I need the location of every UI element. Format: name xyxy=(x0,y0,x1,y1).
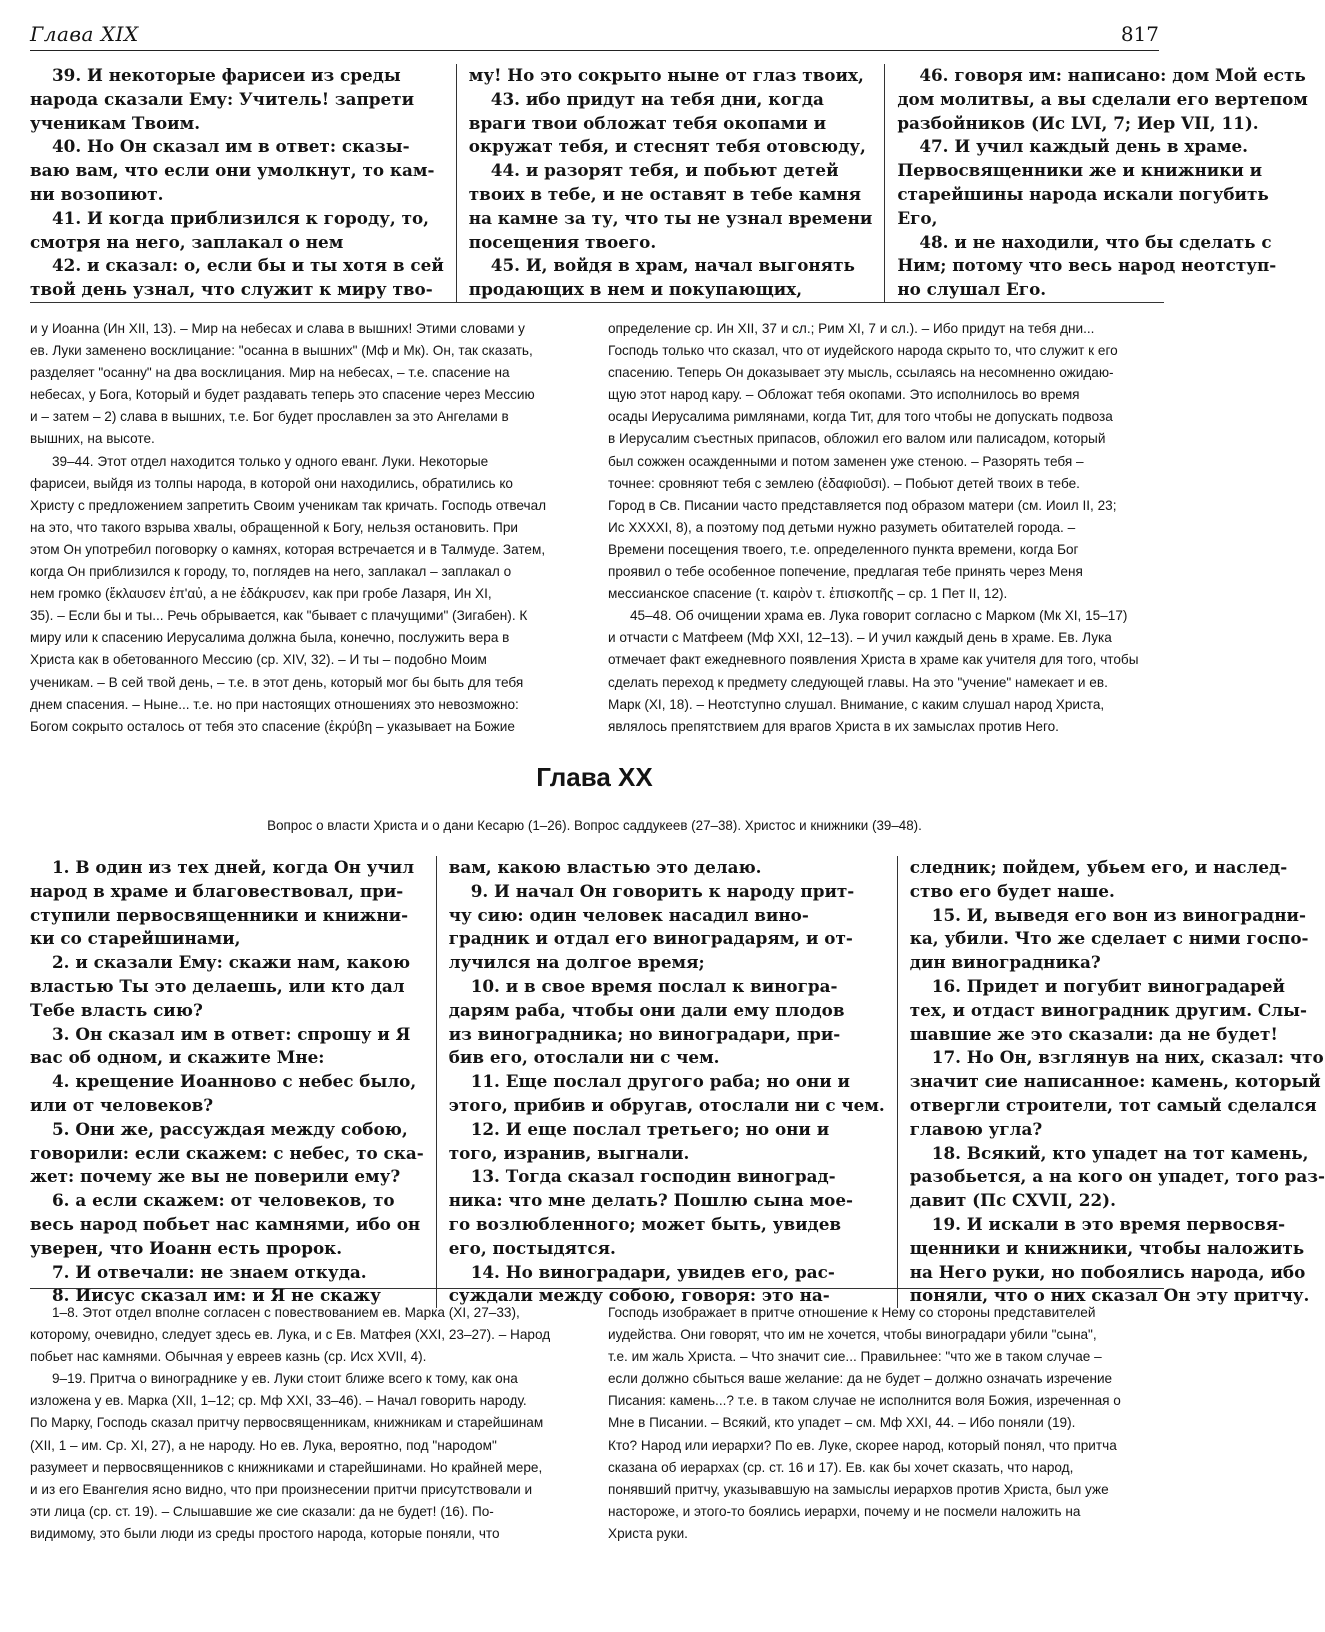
commentary-line: изложена у ев. Марка (XII, 1–12; ср. Мф XXI, 33–46). – Начал говорить народу. xyxy=(30,1393,527,1409)
verse-line: 41. И когда приблизился к городу, то, xyxy=(52,207,430,228)
verse-line: ка, убили. Что же сделает с ними госпо- xyxy=(909,928,1309,949)
verse-line: народа сказали Ему: Учитель! запрети xyxy=(30,88,415,109)
commentary-line: в Иерусалим съестных припасов, обложил его валом или палисадом, который xyxy=(608,431,1106,447)
verse-column-3 xyxy=(884,64,1308,302)
verse-line: тех, и отдаст виноградник другим. Слы- xyxy=(909,999,1307,1020)
verse-line: властью Ты это делаешь, или кто дал xyxy=(30,975,405,996)
verse-line: дин виноградника? xyxy=(909,952,1101,973)
commentary-column-1 xyxy=(30,318,586,738)
verse-line: ки со старейшинами, xyxy=(30,928,241,949)
verse-line: жет: почему же вы не поверили ему? xyxy=(30,1166,401,1187)
verse-line: дарям раба, чтобы они дали ему плодов xyxy=(448,999,845,1020)
commentary-line: настороже, и этого-то боялись иерархи, почему и не посмели наложить на xyxy=(608,1503,1081,1519)
verse-line: 8. Иисус сказал им: и Я не скажу xyxy=(52,1285,381,1306)
verse-line: на Него руки, но побоялись народа, ибо xyxy=(909,1261,1306,1282)
verse-line: его, постыдятся. xyxy=(448,1237,616,1258)
verse-line: твоих в тебе, и не оставят в тебе камня xyxy=(468,183,862,204)
commentary-line: спасению. Теперь Он доказывает эту мысль, ссылаясь на несомненно ожидаю- xyxy=(608,365,1114,381)
verse-line: го возлюбленного; может быть, увидев xyxy=(448,1213,842,1234)
verse-line: из виноградника; но виноградари, при- xyxy=(448,1023,841,1044)
verse-line: посещения твоего. xyxy=(468,231,657,252)
verse-line: 3. Он сказал им в ответ: спрошу и Я xyxy=(52,1023,411,1044)
commentary-line: Христа руки. xyxy=(608,1525,688,1541)
verse-column-3 xyxy=(897,856,1325,1308)
verse-line: 15. И, выведя его вон из виноградни- xyxy=(931,904,1306,925)
commentary-line: 1–8. Этот отдел вполне согласен с повествованием ев. Марка (XI, 27–33), xyxy=(52,1305,520,1320)
verse-line: 16. Придет и погубит виноградарей xyxy=(931,975,1285,996)
verse-line: разбойников (Ис LVI, 7; Иер VII, 11). xyxy=(897,112,1259,133)
commentary-line: проявил о тебе особенное попечение, предлагая тебе принять через Меня xyxy=(608,564,1083,580)
verse-line: чу сию: один человек насадил вино- xyxy=(448,904,809,925)
commentary-line: мессианское спасение (τ. καιρὸν τ. ἐπισκοπῆς – ср. 1 Пет II, 12). xyxy=(608,586,1008,602)
commentary-line: фарисеи, выйдя из толпы народа, в которой они находились, обратились ко xyxy=(30,475,513,491)
verse-line: старейшины народа искали погубить xyxy=(897,183,1269,204)
verse-line: разобьется, а на кого он упадет, того раз- xyxy=(909,1166,1325,1187)
commentary-line: Богом сокрыто осталось от тебя это спасение (ἐκρύβη – указывает на Божие xyxy=(30,718,515,734)
verses-block-chapter-19 xyxy=(30,64,1308,302)
commentary-line: Христа как в обетованного Мессию (ср. XIV, 32). – И ты – подобно Моим xyxy=(30,652,487,668)
verse-line: давит (Пс CXVII, 22). xyxy=(909,1190,1116,1211)
verse-line: этого, прибив и обругав, отослали ни с чем. xyxy=(448,1094,885,1115)
verse-line: вам, какою властью это делаю. xyxy=(448,857,762,877)
verse-line: вас об одном, и скажите Мне: xyxy=(30,1047,325,1068)
verse-line: 5. Они же, рассуждая между собою, xyxy=(52,1118,408,1139)
commentary-line: Ис ХХХХI, 8), а поэтому под детьми нужно разуметь обитателей города. – xyxy=(608,519,1076,535)
verse-line: Его, xyxy=(897,207,938,228)
commentary-line: (XII, 1 – им. Ср. XI, 27), а не народу. Но ев. Лука, вероятно, под "народом" xyxy=(30,1437,497,1453)
verse-line: бив его, отослали ни с чем. xyxy=(448,1047,720,1068)
commentary-line: ев. Луки заменено восклицание: "осанна в вышних" (Мф и Мк). Он, так сказать, xyxy=(30,343,533,359)
verse-column-1 xyxy=(30,856,436,1308)
chapter-summary: Вопрос о власти Христа и о дани Кесарю (1–26). Вопрос саддукеев (27–38). Христос и книжники (39–48). xyxy=(267,818,922,833)
verse-line: Тебе власть сию? xyxy=(30,999,203,1020)
running-header xyxy=(30,22,1159,51)
verse-line: ника: что мне делать? Пошлю сына мое- xyxy=(448,1190,853,1211)
verse-line: 13. Тогда сказал господин виноград- xyxy=(470,1166,836,1187)
commentary-line: когда Он приблизился к городу, то, поглядев на него, заплакал – заплакал о xyxy=(30,564,512,580)
commentary-line: Мне в Писании. – Всякий, кто упадет – см. Мф XXI, 44. – Ибо поняли (19). xyxy=(608,1415,1076,1431)
verse-line: 48. и не находили, что бы сделать с xyxy=(919,231,1272,252)
commentary-line: понявший притчу, указывавшую на замыслы иерархов против Христа, был уже xyxy=(608,1481,1109,1497)
verse-line: 14. Но виноградари, увидев его, рас- xyxy=(470,1261,835,1282)
verse-line: 6. а если скажем: от человеков, то xyxy=(52,1190,395,1211)
commentary-line: этом Он употребил поговорку о камнях, которая встречается и в Талмуде. Затем, xyxy=(30,541,546,557)
verse-line: 42. и сказал: о, если бы и ты хотя в сей xyxy=(52,255,444,276)
verse-column-2 xyxy=(456,64,885,302)
verse-line: главою угла? xyxy=(909,1118,1043,1139)
page-number: 817 xyxy=(1120,22,1159,46)
commentary-line: иудейства. Они говорят, что им не хочется, чтобы виноградари убили "сына", xyxy=(608,1327,1097,1343)
divider-rule xyxy=(30,1288,1164,1289)
verse-line: на камне за ту, что ты не узнал времени xyxy=(468,207,873,228)
commentary-line: разделяет "осанну" на два восклицания. Мир на небесах, – т.е. спасение на xyxy=(30,365,510,381)
commentary-line: вышних, на высоте. xyxy=(30,431,155,447)
commentary-line: эти лица (ср. ст. 19). – Слышавшие же сие сказали: да не будет! (16). По- xyxy=(30,1503,494,1519)
verse-line: 45. И, войдя в храм, начал выгонять xyxy=(490,255,855,276)
verse-line: значит сие написанное: камень, который xyxy=(909,1071,1321,1092)
commentary-line: был сожжен осажденными и потом заменен уже стеною. – Разорять тебя – xyxy=(608,453,1084,469)
verse-line: 9. И начал Он говорить к народу прит- xyxy=(470,880,855,901)
commentary-line: сделать переход к предмету следующей главы. На это "учение" намекает и ев. xyxy=(608,674,1108,690)
verse-line: лучился на долгое время; xyxy=(448,952,705,973)
verse-line: отвергли строители, тот самый сделался xyxy=(909,1094,1317,1115)
commentary-line: являлось препятствием для врагов Христа в их замыслах против Него. xyxy=(608,718,1059,734)
verse-line: продающих в нем и покупающих, xyxy=(468,279,803,300)
verse-line: 17. Но Он, взглянув на них, сказал: что xyxy=(931,1047,1324,1068)
commentary-line: Город в Св. Писании часто представляется под образом матери (см. Иоил II, 23; xyxy=(608,497,1117,513)
commentary-line: сказана об иерархах (ср. ст. 16 и 17). Ев. как бы хочет сказать, что народ, xyxy=(608,1459,1074,1475)
verse-line: Первосвященники же и книжники и xyxy=(897,160,1263,181)
commentary-column-2 xyxy=(608,1302,1164,1545)
verse-line: дом молитвы, а вы сделали его вертепом xyxy=(897,88,1308,109)
chapter-heading: Глава XX xyxy=(536,762,653,792)
verse-line: шавшие же это сказали: да не будет! xyxy=(909,1023,1278,1044)
commentary-block-chapter-20 xyxy=(30,1302,1164,1545)
verse-line: суждали между собою, говоря: это на- xyxy=(448,1285,830,1306)
verse-line: 2. и сказали Ему: скажи нам, какою xyxy=(52,952,411,973)
commentary-column-2 xyxy=(608,318,1164,738)
verse-line: твой день узнал, что служит к миру тво- xyxy=(30,279,433,300)
commentary-line: небесах, у Бога, Который и будет раздавать теперь это спасение через Мессию xyxy=(30,387,535,403)
verse-line: 47. И учил каждый день в храме. xyxy=(919,136,1249,157)
commentary-line: миру или к спасению Иерусалима должна была, конечно, послужить вера в xyxy=(30,630,510,646)
verse-line: весь народ побьет нас камнями, ибо он xyxy=(30,1213,421,1234)
commentary-line: и – затем – 2) слава в вышних, т.е. Бог будет прославлен за это Ангелами в xyxy=(30,409,509,425)
verse-line: окружат тебя, и стеснят тебя отовсюду, xyxy=(468,136,866,157)
verse-line: 7. И отвечали: не знаем откуда. xyxy=(52,1261,367,1282)
commentary-line: если должно сбыться ваше желание: да не будет – должно означать изречение xyxy=(608,1371,1113,1387)
verse-column-1 xyxy=(30,64,456,302)
verse-column-2 xyxy=(436,856,897,1308)
commentary-line: Христу с предложением запретить Своим ученикам так кричать. Господь отвечал xyxy=(30,497,547,513)
verse-line: 19. И искали в это время первосвя- xyxy=(931,1213,1286,1234)
commentary-block-chapter-19 xyxy=(30,318,1164,738)
verse-line: 39. И некоторые фарисеи из среды xyxy=(52,65,401,85)
verse-line: 11. Еще послал другого раба; но они и xyxy=(470,1071,850,1092)
verse-line: ступили первосвященники и книжни- xyxy=(30,904,409,925)
verse-line: говорили: если скажем: с небес, то ска- xyxy=(30,1142,424,1163)
verse-line: градник и отдал его виноградарям, и от- xyxy=(448,928,853,949)
commentary-line: побьет нас камнями. Обычная у евреев казнь (ср. Исх XVII, 4). xyxy=(30,1349,427,1365)
verse-line: ученикам Твоим. xyxy=(30,112,201,133)
commentary-line: на это, что такого взрыва хвалы, обращенной к Богу, нельзя остановить. При xyxy=(30,519,518,535)
commentary-line: 39–44. Этот отдел находится только у одного еванг. Луки. Некоторые xyxy=(52,453,489,469)
commentary-line: 9–19. Притча о винограднике у ев. Луки стоит ближе всего к тому, как она xyxy=(52,1371,518,1387)
verse-line: ни возопиют. xyxy=(30,183,164,204)
commentary-line: Писания: камень...? т.е. в таком случае не исполнится воля Божия, изреченная о xyxy=(608,1393,1121,1409)
commentary-line: определение ср. Ин XII, 37 и сл.; Рим XI, 7 и сл.). – Ибо придут на тебя дни... xyxy=(608,321,1095,336)
commentary-line: щую этот народ кару. – Обложат тебя окопами. Это исполнилось во время xyxy=(608,387,1080,403)
verse-line: му! Но это сокрыто ныне от глаз твоих, xyxy=(468,65,864,85)
commentary-line: и отчасти с Матфеем (Мф XXI, 12–13). – И учил каждый день в храме. Ев. Лука xyxy=(608,630,1112,646)
commentary-column-1 xyxy=(30,1302,586,1545)
commentary-line: Господь изображает в притче отношение к Нему со стороны представителей xyxy=(608,1305,1096,1320)
verse-line: или от человеков? xyxy=(30,1094,214,1115)
divider-rule xyxy=(30,302,1164,303)
commentary-line: Кто? Народ или иерархи? По ев. Луке, скорее народ, который понял, что притча xyxy=(608,1437,1117,1453)
verse-line: поняли, что о них сказал Он эту притчу. xyxy=(909,1285,1310,1306)
commentary-line: Марк (XI, 18). – Неотступно слушал. Внимание, с каким слушал народ Христа, xyxy=(608,696,1105,712)
commentary-line: разумеет и первосвященников с книжниками и старейшинами. Но крайней мере, xyxy=(30,1459,543,1475)
verse-line: следник; пойдем, убьем его, и наслед- xyxy=(909,857,1288,877)
verse-line: уверен, что Иоанн есть пророк. xyxy=(30,1237,343,1258)
verse-line: Ним; потому что весь народ неотступ- xyxy=(897,255,1277,276)
commentary-line: осады Иерусалима римлянами, когда Тит, для того чтобы не допускать подвоза xyxy=(608,409,1113,425)
verse-line: но слушал Его. xyxy=(897,279,1047,300)
verse-line: смотря на него, заплакал о нем xyxy=(30,231,344,252)
verse-line: 40. Но Он сказал им в ответ: сказы- xyxy=(52,136,410,157)
verse-line: 10. и в свое время послал к виногра- xyxy=(470,975,838,996)
commentary-line: точнее: сровняют тебя с землею (ἐδαφιοῦσι). – Побьют детей твоих в тебе. xyxy=(608,475,1080,491)
verse-line: 46. говоря им: написано: дом Мой есть xyxy=(919,65,1306,85)
commentary-line: которому, очевидно, следует здесь ев. Лука, и с Ев. Матфея (XXI, 23–27). – Народ xyxy=(30,1327,551,1343)
commentary-line: Господь только что сказал, что от иудейского народа скрыто то, что служит к его xyxy=(608,343,1118,359)
verse-line: 18. Всякий, кто упадет на тот камень, xyxy=(931,1142,1309,1163)
verse-line: 12. И еще послал третьего; но они и xyxy=(470,1118,830,1139)
verse-line: щенники и книжники, чтобы наложить xyxy=(909,1237,1305,1258)
commentary-line: По Марку, Господь сказал притчу первосвященникам, книжникам и старейшинам xyxy=(30,1415,544,1431)
commentary-line: ученикам. – В сей твой день, – т.е. в этот день, который мог бы быть для тебя xyxy=(30,674,524,690)
commentary-line: Времени посещения твоего, т.е. определенного пункта времени, когда Бог xyxy=(608,541,1079,557)
commentary-line: и из его Евангелия ясно видно, что при произнесении притчи присутствовали и xyxy=(30,1481,533,1497)
verse-line: ваю вам, что если они умолкнут, то кам- xyxy=(30,160,435,181)
verse-line: того, изранив, выгнали. xyxy=(448,1142,690,1163)
commentary-line: видимому, это были люди из среды простого народа, которые поняли, что xyxy=(30,1525,500,1541)
verse-line: ство его будет наше. xyxy=(909,880,1115,901)
commentary-line: днем спасения. – Ныне... т.е. но при настоящих отношениях это невозможно: xyxy=(30,696,519,712)
commentary-line: т.е. им жаль Христа. – Что значит сие... Правильнее: "что же в таком случае – xyxy=(608,1349,1102,1365)
verse-line: 1. В один из тех дней, когда Он учил xyxy=(52,857,415,877)
running-chapter-title: Глава XIX xyxy=(30,22,139,46)
commentary-line: нем громко (ἔκλαυσεν ἐπ'αὐ, а не ἐδάκρυσεν, как при гробе Лазаря, Ин XI, xyxy=(30,586,492,602)
commentary-line: 45–48. Об очищении храма ев. Лука говорит согласно с Марком (Мк XI, 15–17) xyxy=(630,608,1128,624)
verse-line: 4. крещение Иоанново с небес было, xyxy=(52,1071,417,1092)
verses-block-chapter-20 xyxy=(30,856,1325,1308)
verse-line: враги твои обложат тебя окопами и xyxy=(468,112,827,133)
verse-line: народ в храме и благовествовал, при- xyxy=(30,880,404,901)
commentary-line: и у Иоанна (Ин XII, 13). – Мир на небесах и слава в вышних! Этими словами у xyxy=(30,321,525,336)
verse-line: 44. и разорят тебя, и побьют детей xyxy=(490,160,839,181)
commentary-line: отмечает факт ежедневного появления Христа в храме как учителя для того, чтобы xyxy=(608,652,1139,668)
verse-line: 43. ибо придут на тебя дни, когда xyxy=(490,88,824,109)
commentary-line: 35). – Если бы и ты... Речь обрывается, как "бывает с плачущими" (Зигабен). К xyxy=(30,608,528,624)
